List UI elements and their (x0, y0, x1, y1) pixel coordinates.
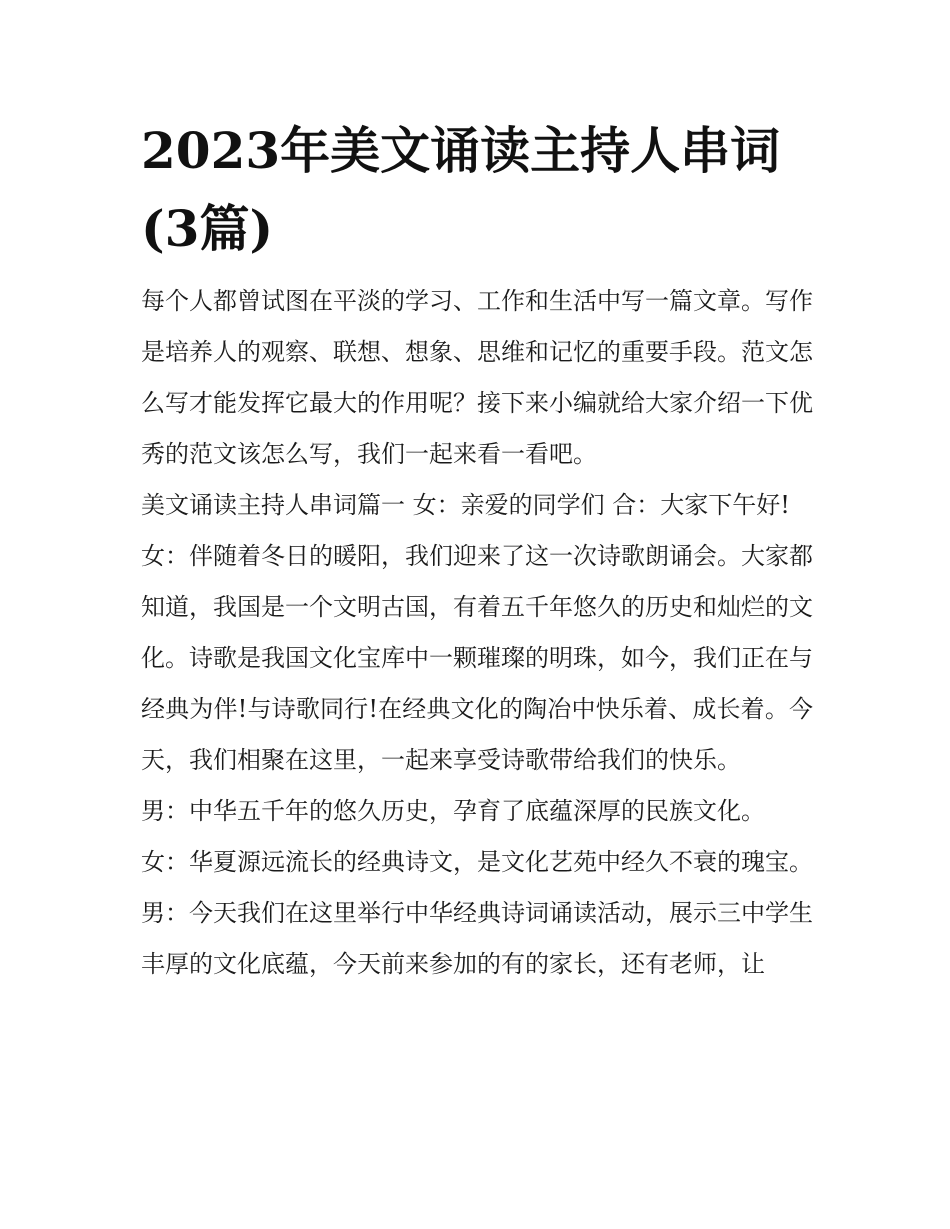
paragraph-male-host-2: 男：今天我们在这里举行中华经典诗词诵读活动，展示三中学生丰厚的文化底蕴，今天前来参加的有的家长，还有老师，让 (141, 899, 813, 978)
paragraph-intro: 每个人都曾试图在平淡的学习、工作和生活中写一篇文章。写作是培养人的观察、联想、想象、思维和记忆的重要手段。范文怎么写才能发挥它最大的作用呢？接下来小编就给大家介绍一下优秀的范文该怎么写，我们一起来看一看吧。 (141, 287, 813, 468)
paragraph-female-host-1: 女：伴随着冬日的暖阳，我们迎来了这一次诗歌朗诵会。大家都知道，我国是一个文明古国，有着五千年悠久的历史和灿烂的文化。诗歌是我国文化宝库中一颗璀璨的明珠，如今，我们正在与经典为伴!与诗歌同行!在经典文化的陶冶中快乐着、成长着。今天，我们相聚在这里，一起来享受诗歌带给我们的快乐。 (141, 542, 813, 774)
document-title: 2023年美文诵读主持人串词(3篇) (141, 121, 781, 258)
document-body (141, 276, 813, 990)
paragraph-section-one-opening: 美文诵读主持人串词篇一 女：亲爱的同学们 合：大家下午好! (141, 491, 790, 519)
paragraph-male-host-1: 男：中华五千年的悠久历史，孕育了底蕴深厚的民族文化。 (141, 797, 765, 825)
paragraph-female-host-2: 女：华夏源远流长的经典诗文，是文化艺苑中经久不衰的瑰宝。 (141, 848, 813, 876)
